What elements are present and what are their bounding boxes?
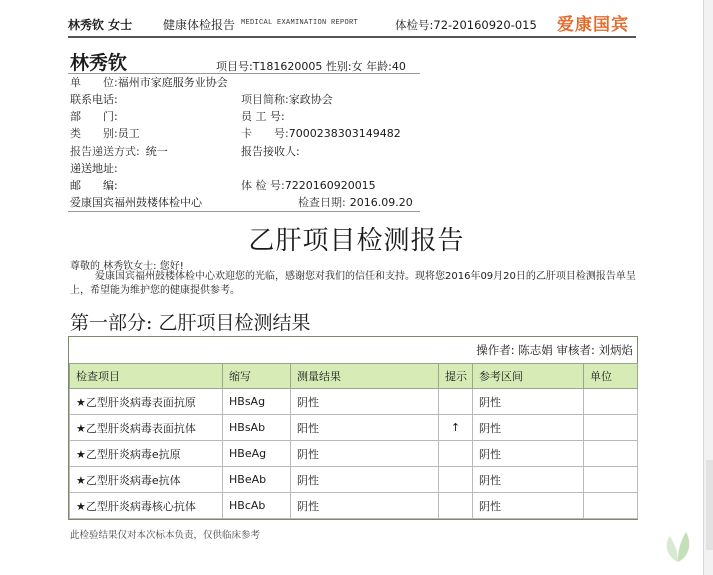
flag-cell [439, 389, 473, 415]
unit-label: 单 位: [70, 76, 118, 89]
col-header: 测量结果 [291, 364, 439, 389]
brand-logo: 爱康国宾 [557, 15, 629, 35]
col-header: 检查项目 [70, 364, 223, 389]
unit-cell [584, 493, 638, 519]
disclaimer: 此检验结果仅对本次标本负责，仅供临床参考 [70, 530, 261, 541]
exam-no-row [241, 179, 376, 193]
type-label: 类 别: [70, 127, 118, 140]
address-label: 递送地址: [70, 162, 118, 175]
ref-cell: 阴性 [473, 389, 584, 415]
col-header: 单位 [584, 364, 638, 389]
header-name: 林秀钦 女士 [68, 18, 133, 32]
date-value: 2016.09.20 [349, 196, 413, 209]
abbr-cell: HBsAb [223, 415, 291, 441]
type-value: 员工 [117, 127, 140, 140]
zip-label: 邮 编: [70, 179, 118, 192]
flag-cell [439, 467, 473, 493]
exam-no-label: 体 检 号: [241, 179, 285, 192]
col-header: 参考区间 [473, 364, 584, 389]
result-cell: 阴性 [291, 441, 439, 467]
unit-row [70, 76, 228, 90]
table-row [70, 493, 638, 519]
item-cell: ★乙型肝炎病毒e抗体 [70, 467, 223, 493]
delivery-value: 统一 [145, 145, 168, 158]
unit-value: 福州市家庭服务业协会 [117, 76, 228, 89]
card-value: 7000238303149482 [288, 127, 401, 140]
unit-cell [584, 467, 638, 493]
item-cell: ★乙型肝炎病毒表面抗原 [70, 389, 223, 415]
item-cell: ★乙型肝炎病毒核心抗体 [70, 493, 223, 519]
item-cell: ★乙型肝炎病毒e抗原 [70, 441, 223, 467]
table-header-row [70, 364, 638, 389]
patient-name: 林秀钦 [70, 52, 128, 74]
date-row [298, 196, 413, 210]
ref-cell: 阴性 [473, 415, 584, 441]
item-cell: ★乙型肝炎病毒表面抗体 [70, 415, 223, 441]
divider [68, 211, 420, 212]
table-row [70, 389, 638, 415]
section-title: 第一部分: 乙肝项目检测结果 [70, 312, 311, 334]
result-cell: 阴性 [291, 467, 439, 493]
results-table [68, 336, 638, 520]
date-label: 检查日期: [298, 196, 346, 209]
dept-label: 部 门: [70, 110, 118, 123]
flag-cell [439, 441, 473, 467]
receiver-label: 报告接收人: [241, 145, 300, 158]
abbr-cell: HBsAg [223, 389, 291, 415]
intro-text: 爱康国宾福州鼓楼体检中心欢迎您的光临，感谢您对我们的信任和支持。现将您2016年09月20日的乙肝项目检测报告单呈上，希望能为维护您的健康提供参考。 [70, 271, 636, 296]
project-row [241, 93, 333, 107]
unit-cell [584, 389, 638, 415]
flag-cell: ↑ [439, 415, 473, 441]
phone-label: 联系电话: [70, 93, 118, 106]
result-cell: 阴性 [291, 389, 439, 415]
project-label: 项目简称: [241, 93, 289, 106]
flag-cell [439, 493, 473, 519]
greeting: 尊敬的 林秀钦女士: 您好! [70, 261, 184, 272]
operator-line: 操作者: 陈志娟 审核者: 刘炳焰 [69, 337, 637, 363]
ref-cell: 阴性 [473, 467, 584, 493]
scrollbar-thumb[interactable] [706, 460, 713, 550]
card-row [241, 127, 401, 141]
scrollbar[interactable] [703, 0, 713, 575]
col-header: 提示 [439, 364, 473, 389]
leaf-icon [660, 528, 696, 568]
header-subtitle: MEDICAL EXAMINATION REPORT [241, 19, 359, 27]
project-value: 家政协会 [288, 93, 333, 106]
ref-cell: 阴性 [473, 493, 584, 519]
staff-label: 员 工 号: [241, 110, 285, 123]
results-grid [69, 363, 638, 519]
delivery-label: 报告递送方式: [70, 145, 140, 158]
col-header: 缩写 [223, 364, 291, 389]
type-row [70, 127, 140, 141]
ref-cell: 阴性 [473, 441, 584, 467]
delivery-row [70, 145, 168, 159]
header-exam-number: 体检号:72-20160920-015 [395, 18, 537, 32]
table-row [70, 467, 638, 493]
center-name: 爱康国宾福州鼓楼体检中心 [70, 196, 202, 209]
abbr-cell: HBcAb [223, 493, 291, 519]
table-row [70, 441, 638, 467]
report-header [68, 8, 636, 38]
header-title: 健康体检报告 [163, 18, 236, 32]
abbr-cell: HBeAb [223, 467, 291, 493]
unit-cell [584, 441, 638, 467]
card-label: 卡 号: [241, 127, 289, 140]
report-title: 乙肝项目检测报告 [248, 226, 465, 256]
table-row [70, 415, 638, 441]
abbr-cell: HBeAg [223, 441, 291, 467]
result-cell: 阳性 [291, 415, 439, 441]
result-cell: 阴性 [291, 493, 439, 519]
unit-cell [584, 415, 638, 441]
patient-meta: 项目号:T181620005 性别:女 年龄:40 [216, 60, 406, 73]
exam-no-value: 7220160920015 [284, 179, 376, 192]
divider [68, 73, 420, 74]
